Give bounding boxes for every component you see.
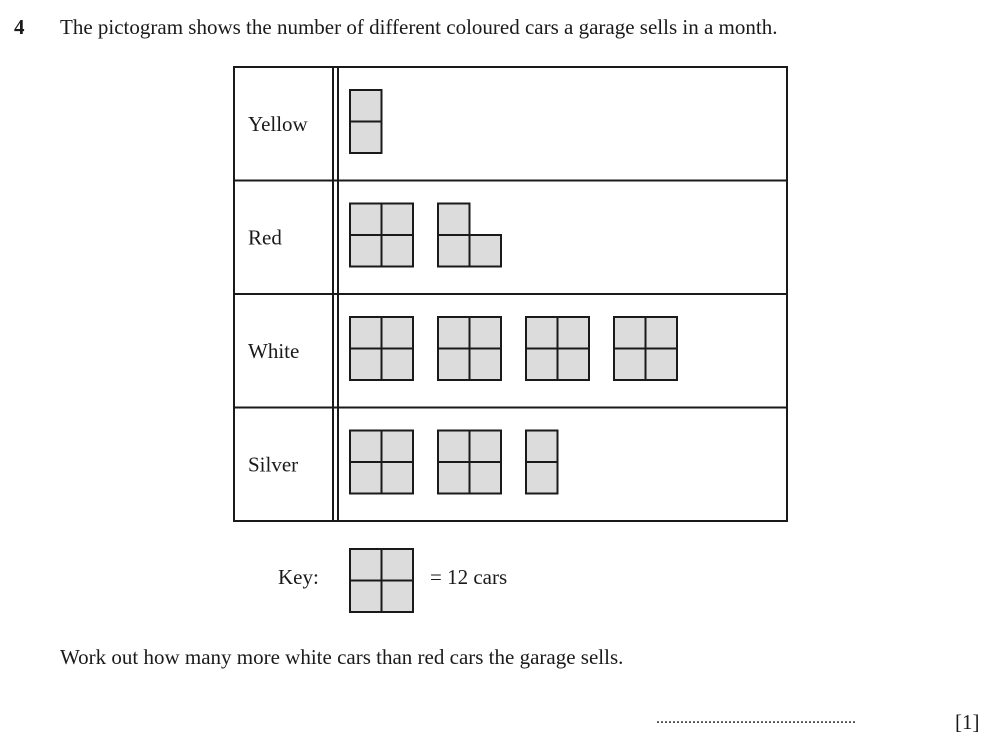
car-symbol	[350, 431, 413, 494]
symbol-quarter	[438, 204, 470, 236]
symbol-quarter	[526, 462, 558, 494]
symbol-quarter	[438, 462, 470, 494]
symbol-quarter	[558, 317, 590, 349]
symbol-quarter	[470, 349, 502, 381]
symbol-quarter	[382, 204, 414, 236]
symbol-quarter	[438, 235, 470, 267]
symbol-quarter	[526, 349, 558, 381]
car-symbol	[350, 90, 382, 153]
symbol-quarter	[614, 349, 646, 381]
symbol-quarter	[382, 549, 414, 581]
symbol-quarter	[526, 317, 558, 349]
car-symbol	[438, 431, 501, 494]
symbol-quarter	[350, 204, 382, 236]
car-symbol	[526, 317, 589, 380]
symbol-quarter	[350, 349, 382, 381]
car-symbol	[614, 317, 677, 380]
symbol-quarter	[470, 235, 502, 267]
key-text: = 12 cars	[430, 565, 508, 589]
answer-line[interactable]: ..................................................	[656, 710, 856, 727]
car-symbol	[526, 431, 558, 494]
question-number: 4	[14, 15, 25, 39]
marks-label: [1]	[955, 710, 980, 734]
symbol-quarter	[438, 431, 470, 463]
symbol-quarter	[350, 462, 382, 494]
symbol-quarter	[526, 431, 558, 463]
question-prompt: Work out how many more white cars than red cars the garage sells.	[60, 645, 624, 669]
symbol-quarter	[646, 317, 678, 349]
symbol-quarter	[382, 235, 414, 267]
symbol-quarter	[614, 317, 646, 349]
category-label: Yellow	[248, 111, 308, 136]
symbol-quarter	[350, 431, 382, 463]
category-label: Red	[248, 225, 282, 250]
symbol-quarter	[470, 431, 502, 463]
symbol-quarter	[382, 317, 414, 349]
symbol-quarter	[382, 431, 414, 463]
symbol-quarter	[350, 549, 382, 581]
question-text: The pictogram shows the number of different coloured cars a garage sells in a month.	[60, 15, 778, 39]
car-symbol	[350, 317, 413, 380]
car-symbol	[438, 317, 501, 380]
symbol-quarter	[382, 581, 414, 613]
car-symbol	[350, 204, 413, 267]
symbol-quarter	[350, 90, 382, 122]
symbol-quarter	[558, 349, 590, 381]
symbol-quarter	[438, 349, 470, 381]
symbol-quarter	[646, 349, 678, 381]
symbol-quarter	[350, 317, 382, 349]
symbol-quarter	[382, 462, 414, 494]
car-symbol	[350, 549, 413, 612]
symbol-quarter	[350, 235, 382, 267]
symbol-quarter	[438, 317, 470, 349]
symbol-quarter	[470, 462, 502, 494]
key-label: Key:	[278, 565, 319, 589]
category-label: White	[248, 338, 300, 363]
category-label: Silver	[248, 452, 299, 477]
symbol-quarter	[350, 581, 382, 613]
symbol-quarter	[470, 317, 502, 349]
symbol-quarter	[382, 349, 414, 381]
car-symbol	[438, 204, 501, 267]
symbol-quarter	[350, 122, 382, 154]
